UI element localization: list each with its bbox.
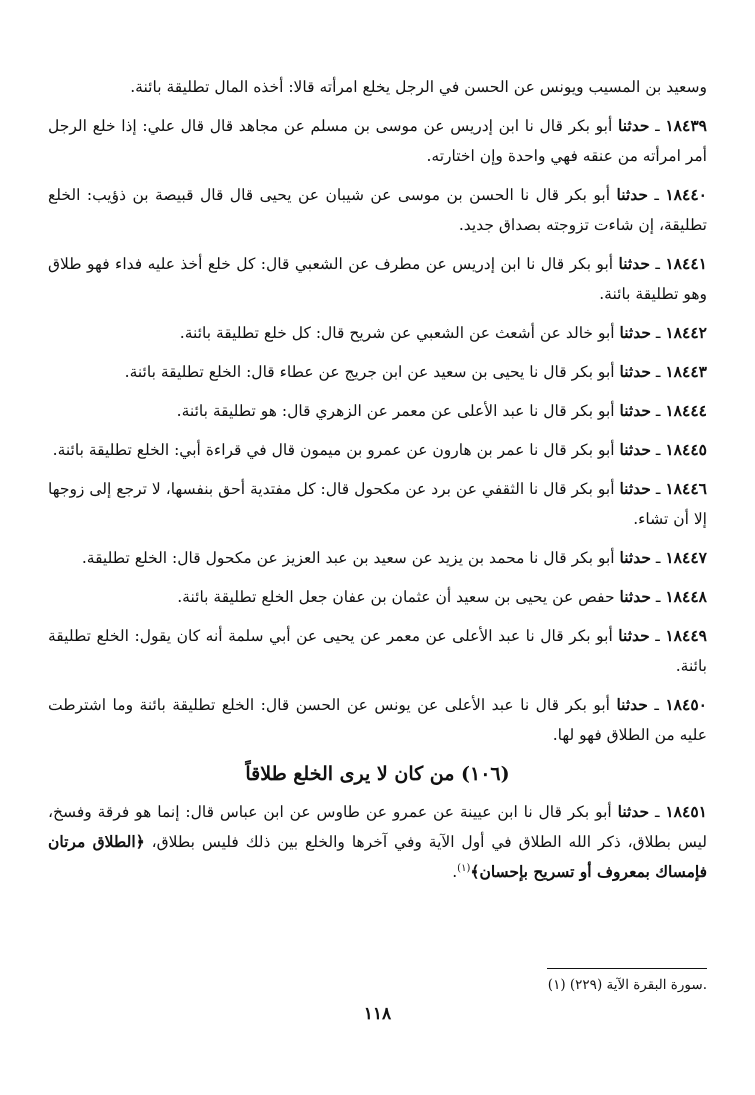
hadith-entry: ١٨٤٤٨ ـ حدثنا حفص عن يحيى بن سعيد أن عثمان بن عفان جعل الخلع تطليقة بائنة.: [177, 587, 707, 606]
hadith-text: أبو بكر قال نا ابن عيينة عن عمرو عن طاوس عن ابن عباس قال: إنما هو فرقة وفسخ، ليس بطلاق، ذكر الله الطلاق في أول الآية وفي آخرها والخلع بين ذلك فليس بطلاق،: [48, 803, 707, 851]
hadith-number: ١٨٤٥٠: [665, 695, 707, 714]
hadith-text: أبو بكر قال نا عبد الأعلى عن معمر عن يحيى عن أبي سلمة أنه كان يقول: الخلع تطليقة بائنة.: [48, 627, 707, 675]
hadith-number: ١٨٤٤٥: [665, 440, 707, 459]
hadith-lead: حدثنا: [617, 802, 650, 821]
footnote: (١) سورة البقرة الآية (٢٢٩).: [547, 977, 707, 993]
sentence-end: .: [452, 863, 458, 881]
hadith-entry: ١٨٤٤٤ ـ حدثنا أبو بكر قال نا عبد الأعلى عن معمر عن الزهري قال: هو تطليقة بائنة.: [176, 401, 707, 420]
hadith-number: ١٨٤٣٩: [665, 116, 707, 135]
hadith-entry: ١٨٤٤٧ ـ حدثنا أبو بكر قال نا محمد بن يزيد عن سعيد بن عبد العزيز عن مكحول قال: الخلع تطليقة.: [81, 548, 707, 567]
hadith-lead: حدثنا: [619, 548, 651, 567]
hadith-entry: ١٨٤٤٣ ـ حدثنا أبو بكر قال نا يحيى بن سعيد عن ابن جريج عن عطاء قال: الخلع تطليقة بائنة.: [124, 362, 707, 381]
hadith-number: ١٨٤٥١: [665, 802, 707, 821]
hadith-text: أبو بكر قال نا عبد الأعلى عن معمر عن الزهري قال: هو تطليقة بائنة.: [176, 402, 615, 420]
hadith-number: ١٨٤٤٧: [665, 548, 707, 567]
hadith-lead: حدثنا: [619, 401, 651, 420]
hadith-lead: حدثنا: [618, 116, 650, 135]
hadith-lead: حدثنا: [616, 185, 648, 204]
hadith-text: أبو بكر قال نا عمر بن هارون عن عمرو بن ميمون قال في قراءة أبي: الخلع تطليقة بائنة.: [52, 441, 615, 459]
hadith-lead: حدثنا: [619, 362, 651, 381]
footnote-divider: [547, 968, 707, 969]
intro-paragraph: وسعيد بن المسيب ويونس عن الحسن في الرجل يخلع امرأته قالا: أخذه المال تطليقة بائنة.: [130, 78, 707, 96]
hadith-number: ١٨٤٤١: [665, 254, 707, 273]
hadith-number: ١٨٤٤٩: [665, 626, 707, 645]
hadith-lead: حدثنا: [619, 440, 651, 459]
hadith-lead: حدثنا: [618, 626, 650, 645]
hadith-text: أبو بكر قال نا ابن إدريس عن موسى بن مسلم عن مجاهد قال قال علي: إذا خلع الرجل أمر امرأته من عنقه فهي واحدة وإن اختارته.: [48, 117, 707, 165]
hadith-text: أبو بكر قال نا يحيى بن سعيد عن ابن جريج عن عطاء قال: الخلع تطليقة بائنة.: [124, 363, 615, 381]
hadith-text: حفص عن يحيى بن سعيد أن عثمان بن عفان جعل الخلع تطليقة بائنة.: [177, 588, 615, 606]
hadith-entry-last: ١٨٤٥١ ـ حدثنا أبو بكر قال نا ابن عيينة عن عمرو عن طاوس عن ابن عباس قال: إنما هو فرقة وفسخ، ليس بطلاق، ذكر الله الطلاق في أول الآية وفي آخرها والخلع بين ذلك فليس بطلاق، ﴿الطلاق مرتان فإمساك بمعروف أو تسريح بإحسان﴾$^{(١)}$.: [48, 802, 707, 881]
hadith-lead: حدثنا: [619, 479, 651, 498]
hadith-lead: حدثنا: [619, 323, 651, 342]
hadith-entry: ١٨٤٤٥ ـ حدثنا أبو بكر قال نا عمر بن هارون عن عمرو بن ميمون قال في قراءة أبي: الخلع تطليقة بائنة.: [52, 440, 707, 459]
hadith-entry: ١٨٤٣٩ ـ حدثنا أبو بكر قال نا ابن إدريس عن موسى بن مسلم عن مجاهد قال قال علي: إذا خلع الرجل أمر امرأته من عنقه فهي واحدة وإن اختارته.: [48, 116, 707, 165]
hadith-entry: ١٨٤٥٠ ـ حدثنا أبو بكر قال نا عبد الأعلى عن يونس عن الحسن قال: الخلع تطليقة بائنة وما اشترطت عليه من الطلاق فهو لها.: [48, 695, 707, 744]
footnote-ref: (١): [457, 862, 471, 874]
hadith-text: أبو بكر قال نا عبد الأعلى عن يونس عن الحسن قال: الخلع تطليقة بائنة وما اشترطت عليه من الطلاق فهو لها.: [48, 696, 707, 744]
page-number: ١١٨: [363, 1004, 392, 1024]
hadith-number: ١٨٤٤٦: [665, 479, 707, 498]
hadith-number: ١٨٤٤٣: [665, 362, 707, 381]
chapter-heading: (١٠٦) من كان لا يرى الخلع طلاقاً: [245, 763, 510, 785]
hadith-entry: ١٨٤٤١ ـ حدثنا أبو بكر قال نا ابن إدريس عن مطرف عن الشعبي قال: كل خلع أخذ عليه فداء فهو طلاق وهو تطليقة بائنة.: [48, 254, 707, 303]
hadith-entry: ١٨٤٤٦ ـ حدثنا أبو بكر قال نا الثقفي عن برد عن مكحول قال: كل مفتدية أحق بنفسها، لا ترجع إلى زوجها إلا أن تشاء.: [48, 479, 707, 528]
quran-verse: ﴿الطلاق مرتان فإمساك بمعروف أو تسريح بإحسان﴾: [48, 832, 707, 881]
hadith-entry: ١٨٤٤٢ ـ حدثنا أبو خالد عن أشعث عن الشعبي عن شريح قال: كل خلع تطليقة بائنة.: [179, 323, 707, 342]
hadith-entry: ١٨٤٤٩ ـ حدثنا أبو بكر قال نا عبد الأعلى عن معمر عن يحيى عن أبي سلمة أنه كان يقول: الخلع تطليقة بائنة.: [48, 626, 707, 675]
hadith-text: أبو بكر قال نا الحسن بن موسى عن شيبان عن يحيى قال قال قبيصة بن ذؤيب: الخلع تطليقة، إن شاءت تزوجته بصداق جديد.: [48, 186, 707, 234]
hadith-text: أبو خالد عن أشعث عن الشعبي عن شريح قال: كل خلع تطليقة بائنة.: [179, 324, 615, 342]
hadith-list: [48, 111, 707, 750]
hadith-text: أبو بكر قال نا محمد بن يزيد عن سعيد بن عبد العزيز عن مكحول قال: الخلع تطليقة.: [81, 549, 615, 567]
hadith-entry: ١٨٤٤٠ ـ حدثنا أبو بكر قال نا الحسن بن موسى عن شيبان عن يحيى قال قال قبيصة بن ذؤيب: الخلع تطليقة، إن شاءت تزوجته بصداق جديد.: [48, 185, 707, 234]
hadith-lead: حدثنا: [618, 254, 650, 273]
hadith-number: ١٨٤٤٨: [665, 587, 707, 606]
hadith-text: أبو بكر قال نا ابن إدريس عن مطرف عن الشعبي قال: كل خلع أخذ عليه فداء فهو طلاق وهو تطليقة بائنة.: [48, 255, 707, 303]
hadith-number: ١٨٤٤٠: [665, 185, 707, 204]
hadith-lead: حدثنا: [616, 695, 648, 714]
hadith-number: ١٨٤٤٤: [665, 401, 707, 420]
hadith-number: ١٨٤٤٢: [665, 323, 707, 342]
hadith-lead: حدثنا: [619, 587, 651, 606]
hadith-text: أبو بكر قال نا الثقفي عن برد عن مكحول قال: كل مفتدية أحق بنفسها، لا ترجع إلى زوجها إلا أن تشاء.: [48, 480, 707, 528]
